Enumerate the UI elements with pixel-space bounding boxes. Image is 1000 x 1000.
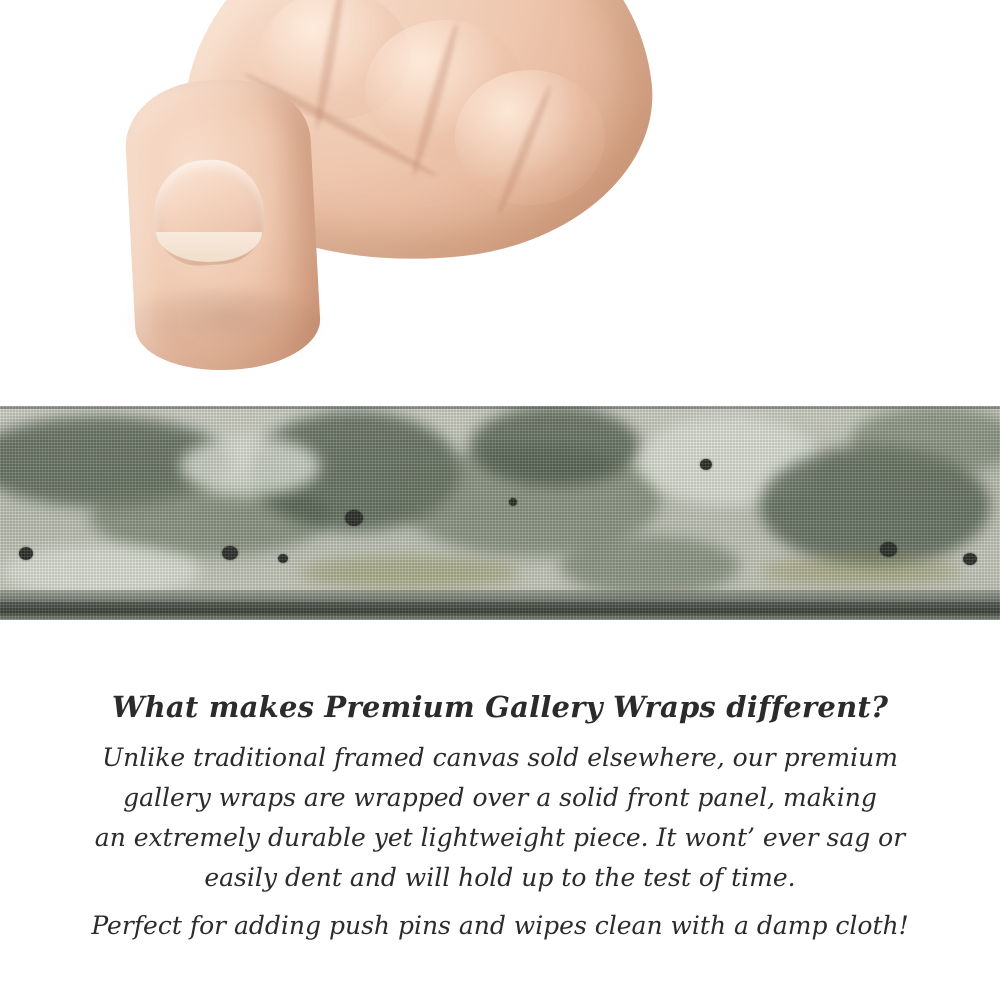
caption-heading: What makes Premium Gallery Wraps different? — [111, 690, 889, 724]
canvas-side-edge — [0, 602, 1000, 620]
canvas-edge-strip — [0, 406, 1000, 620]
caption-line-2: gallery wraps are wrapped over a solid front panel, making — [123, 783, 877, 812]
caption-line-3: an extremely durable yet lightweight piece. It wont’ ever sag or — [94, 823, 906, 852]
caption-line-1: Unlike traditional framed canvas sold elsewhere, our premium — [102, 743, 898, 772]
hand-photo-region — [0, 0, 1000, 410]
caption-closing-line: Perfect for adding push pins and wipes clean with a damp cloth! — [91, 911, 909, 940]
caption-block — [0, 690, 1000, 946]
canvas-top-edge — [0, 406, 1000, 409]
hand-illustration — [110, 0, 630, 410]
canvas-bevel — [0, 590, 1000, 602]
finger-shadow — [120, 290, 330, 360]
caption-line-4: easily dent and will hold up to the test of time. — [204, 863, 796, 892]
